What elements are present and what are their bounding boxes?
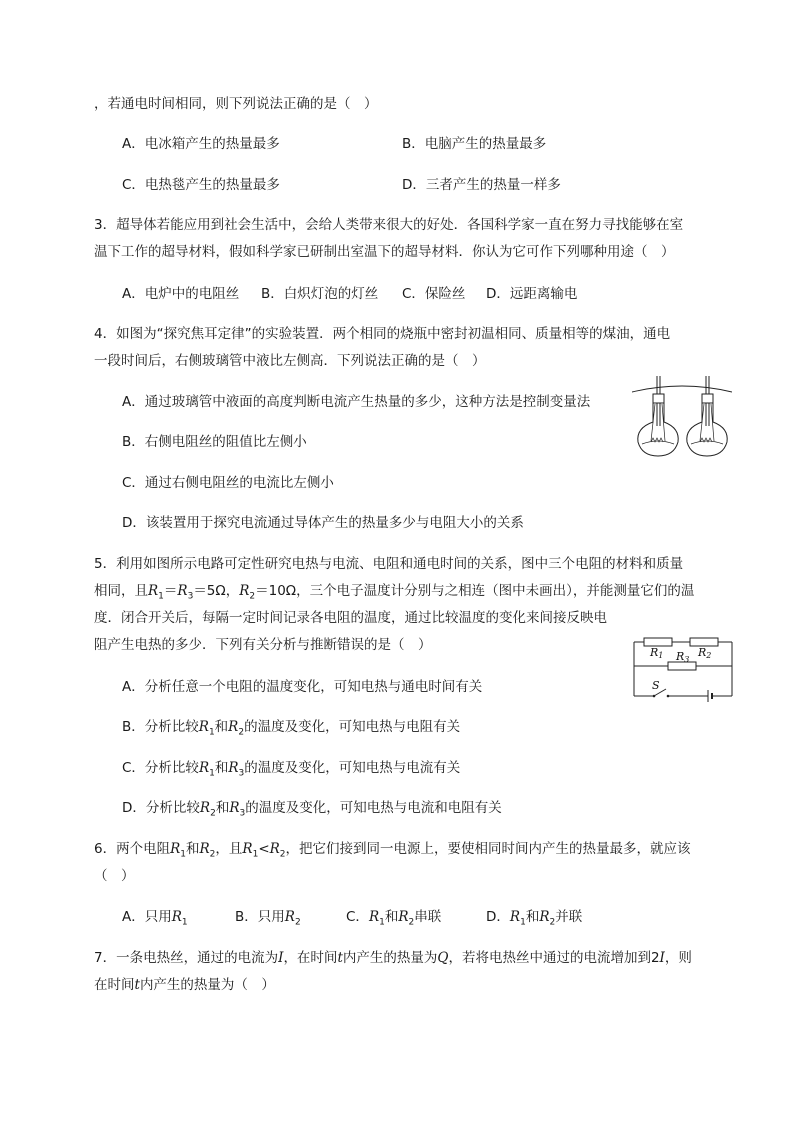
q5-stem-line3: 度．闭合开关后，每隔一定时间记录各电阻的温度，通过比较温度的变化来间接反映电 (94, 610, 607, 626)
circuit-diagram-figure (630, 634, 736, 702)
q6-stem-line1: 6．两个电阻$R_1$和$R_2$，且$R_1<R_2$，把它们接到同一电源上，要使相同时间内产生的热量最多，就应该 (94, 841, 691, 860)
q3-option-b[interactable]: B．白炽灯泡的灯丝 (261, 286, 379, 302)
q6-option-a[interactable]: A．只用$R_1$ (122, 909, 188, 928)
q2-option-c[interactable]: C．电热毯产生的热量最多 (122, 177, 280, 193)
q5-option-b[interactable]: B．分析比较$R_1$和$R_2$的温度及变化，可知电热与电阻有关 (122, 719, 461, 738)
right-flask (687, 376, 727, 456)
q5-option-d[interactable]: D．分析比较$R_2$和$R_3$的温度及变化，可知电热与电流和电阻有关 (122, 800, 502, 819)
q2-option-b[interactable]: B．电脑产生的热量最多 (402, 136, 547, 152)
q6-option-b[interactable]: B．只用$R_2$ (235, 909, 301, 928)
q3-stem-line2: 温下工作的超导材料，假如科学家已研制出室温下的超导材料．你认为它可作下列哪种用途（ ） (94, 244, 675, 260)
q4-option-a[interactable]: A．通过玻璃管中液面的高度判断电流产生热量的多少，这种方法是控制变量法 (122, 394, 591, 410)
q5-option-c[interactable]: C．分析比较$R_1$和$R_3$的温度及变化，可知电热与电流有关 (122, 760, 461, 779)
q3-option-c[interactable]: C．保险丝 (402, 286, 466, 302)
label-r3: R3 (676, 650, 690, 664)
q5-stem-line2: 相同，且$R_1=R_3=5\Omega$，$R_2=10\Omega$，三个电子温度计分别与之相连（图中未画出），并能测量它们的温 (94, 583, 695, 602)
q4-stem-line2: 一段时间后，右侧玻璃管中液比左侧高．下列说法正确的是（ ） (94, 353, 486, 369)
q7-stem-line1: 7．一条电热丝，通过的电流为I，在时间t内产生的热量为Q，若将电热丝中通过的电流增加到2I，则 (94, 950, 692, 966)
q5-stem-line4: 阻产生电热的多少．下列有关分析与推断错误的是（ ） (94, 637, 432, 653)
joule-law-apparatus-figure (632, 374, 732, 462)
label-s: S (652, 679, 660, 692)
left-flask (638, 376, 678, 456)
q3-option-d[interactable]: D．远距离输电 (486, 286, 578, 302)
resistor-r1 (644, 638, 672, 646)
resistor-r3 (668, 662, 696, 670)
q4-option-b[interactable]: B．右侧电阻丝的阻值比左侧小 (122, 434, 307, 450)
q3-option-a[interactable]: A．电炉中的电阻丝 (122, 286, 240, 302)
q6-option-d[interactable]: D．$R_1$和$R_2$并联 (486, 909, 583, 928)
q4-stem-line1: 4．如图为“探究焦耳定律”的实验装置．两个相同的烧瓶中密封初温相同、质量相等的煤油，通电 (94, 326, 671, 342)
resistor-r2 (690, 638, 718, 646)
q3-stem-line1: 3．超导体若能应用到社会生活中，会给人类带来很大的好处．各国科学家一直在努力寻找能够在室 (94, 217, 684, 233)
label-r2: R2 (698, 646, 712, 660)
q5-option-a[interactable]: A．分析任意一个电阻的温度变化，可知电热与通电时间有关 (122, 679, 483, 695)
q6-option-c[interactable]: C．$R_1$和$R_2$串联 (346, 909, 442, 928)
q2-option-a[interactable]: A．电冰箱产生的热量最多 (122, 136, 280, 152)
q6-stem-line2: （ ） (94, 868, 135, 884)
q5-stem-line1: 5．利用如图所示电路可定性研究电热与电流、电阻和通电时间的关系，图中三个电阻的材料和质量 (94, 556, 684, 572)
q2-stem: ，若通电时间相同，则下列说法正确的是（ ） (94, 96, 378, 112)
q2-option-d[interactable]: D．三者产生的热量一样多 (402, 177, 561, 193)
q7-stem-line2: 在时间t内产生的热量为（ ） (94, 977, 275, 993)
q4-option-d[interactable]: D．该装置用于探究电流通过导体产生的热量多少与电阻大小的关系 (122, 515, 524, 531)
q4-option-c[interactable]: C．通过右侧电阻丝的电流比左侧小 (122, 475, 334, 491)
label-r1: R1 (650, 646, 664, 660)
